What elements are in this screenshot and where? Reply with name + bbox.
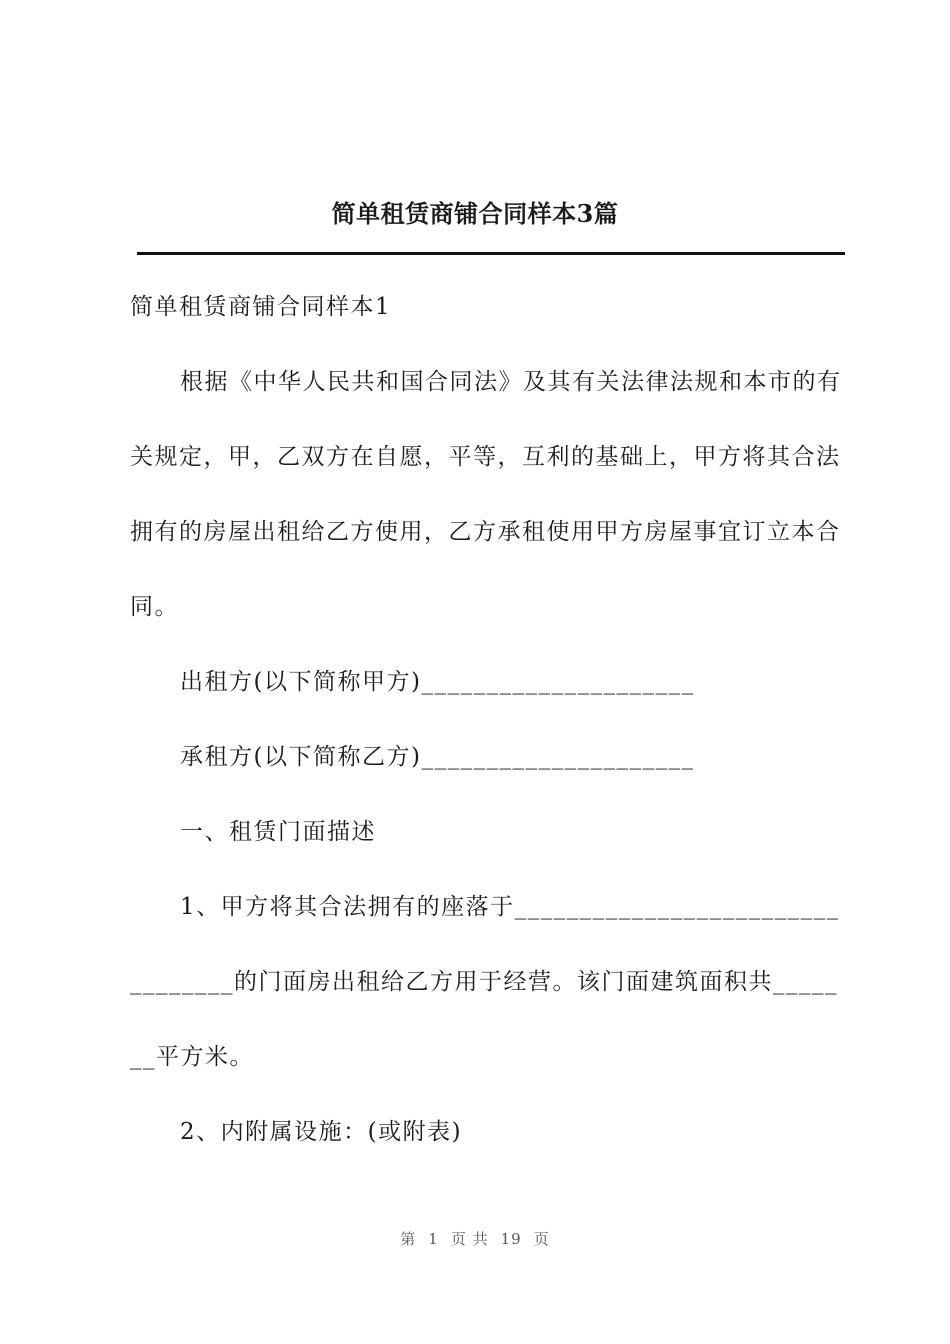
title-divider	[137, 252, 845, 255]
paragraph-lessee: 承租方(以下简称乙方)_____________________	[180, 744, 695, 770]
document-body	[130, 270, 842, 1170]
footer-label-page: 第	[400, 1230, 417, 1248]
paragraph-section-1-heading: 一、租赁门面描述	[180, 819, 376, 845]
footer-page-number: 1	[428, 1230, 439, 1248]
paragraph-preamble: 根据《中华人民共和国合同法》及其有关法律法规和本市的有关规定，甲，乙双方在自愿，平等，互利的基础上，甲方将其合法拥有的房屋出租给乙方使用，乙方承租使用甲方房屋事宜订立本合同。	[130, 369, 842, 620]
paragraph-clause-2: 2、内附属设施：(或附表)	[180, 1119, 463, 1145]
section-heading: 简单租赁商铺合同样本1	[130, 294, 392, 320]
document-title: 简单租赁商铺合同样本3篇	[331, 199, 619, 228]
paragraph-clause-1: 1、甲方将其合法拥有的座落于_________________________________的门面房出租给乙方用于经营。该门面建筑面积共_______平方米。	[130, 894, 840, 1070]
footer-label-of: 页 共	[450, 1230, 489, 1248]
footer-label-pages: 页	[533, 1230, 550, 1248]
footer-total-pages: 19	[500, 1230, 522, 1248]
paragraph-lessor: 出租方(以下简称甲方)_____________________	[180, 669, 695, 695]
page-footer	[0, 1228, 950, 1249]
